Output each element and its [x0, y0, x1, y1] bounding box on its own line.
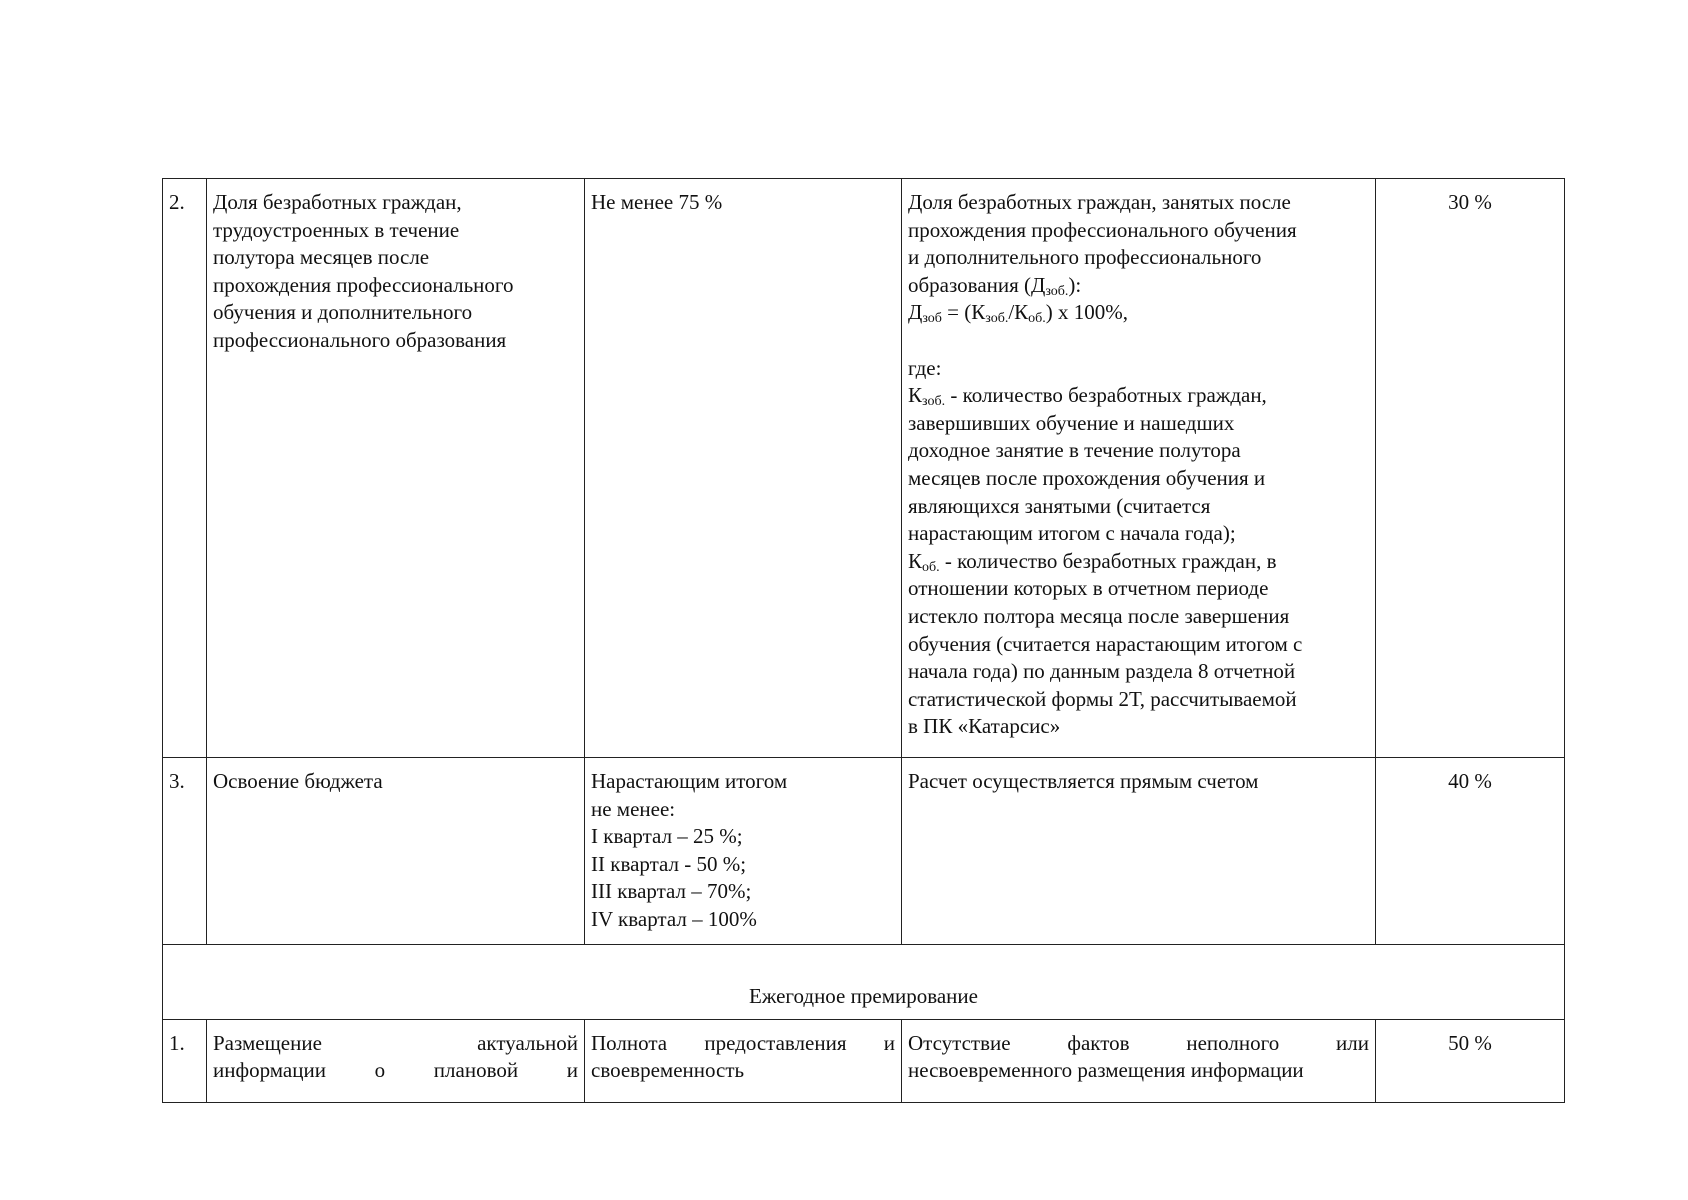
method-cell: Отсутствие фактов неполного или несвоевременного размещения информации — [902, 1019, 1376, 1102]
table-row — [163, 1019, 1565, 1102]
section-title: Ежегодное премирование — [163, 944, 1565, 1019]
k2-definition: $К_{об.}$ - количество безработных граждан, в — [908, 548, 1277, 575]
method-cell: Доля безработных граждан, занятых после прохождения профессионального обучения и дополнительного профессионального образования $(Д_{зоб.})$: $Д_{зоб} = (К_{зоб.}/К_{об.})$ х 100%, где: $К_{зоб.}$ - количество безработных граждан, завершивших обучение и нашедших доходное занятие в течение полутора месяцев после прохождения обучения и являющихся занятыми (считается нарастающим итогом с начала года); $К_{об.}$ - количество безработных граждан, в отношении которых в отчетном периоде истекло полтора месяца после завершения обучения (считается нарастающим итогом с начала года) по данным раздела 8 отчетной статистической формы 2Т, рассчитываемой в ПК «Катарсис» — [902, 179, 1376, 758]
k1-definition: $К_{зоб.}$ - количество безработных граждан, — [908, 383, 1267, 410]
indicator-cell: Размещение актуальной информации о плановой и — [207, 1019, 585, 1102]
table-row — [163, 758, 1565, 945]
target-cell: Не менее 75 % — [585, 179, 902, 758]
method-cell: Расчет осуществляется прямым счетом — [902, 758, 1376, 945]
table-row — [163, 179, 1565, 758]
weight-cell: 50 % — [1376, 1019, 1565, 1102]
intro-last-line: образования $(Д_{зоб.})$: — [908, 272, 1082, 299]
row-number: 2. — [163, 179, 207, 758]
row-number: 3. — [163, 758, 207, 945]
target-cell: Нарастающим итогом не менее: I квартал – 25 %; II квартал - 50 %; III квартал – 70%; IV квартал – 100% — [585, 758, 902, 945]
criteria-table — [162, 178, 1565, 1103]
indicator-cell: Освоение бюджета — [207, 758, 585, 945]
formula: $Д_{зоб} = (К_{зоб.}/К_{об.})$ х 100%, — [908, 300, 1129, 327]
weight-cell: 30 % — [1376, 179, 1565, 758]
weight-cell: 40 % — [1376, 758, 1565, 945]
section-header-row — [163, 944, 1565, 1019]
target-cell: Полнота предоставления и своевременность — [585, 1019, 902, 1102]
row-number: 1. — [163, 1019, 207, 1102]
indicator-cell: Доля безработных граждан, трудоустроенных в течение полутора месяцев после прохождения профессионального обучения и дополнительного профессионального образования — [207, 179, 585, 758]
